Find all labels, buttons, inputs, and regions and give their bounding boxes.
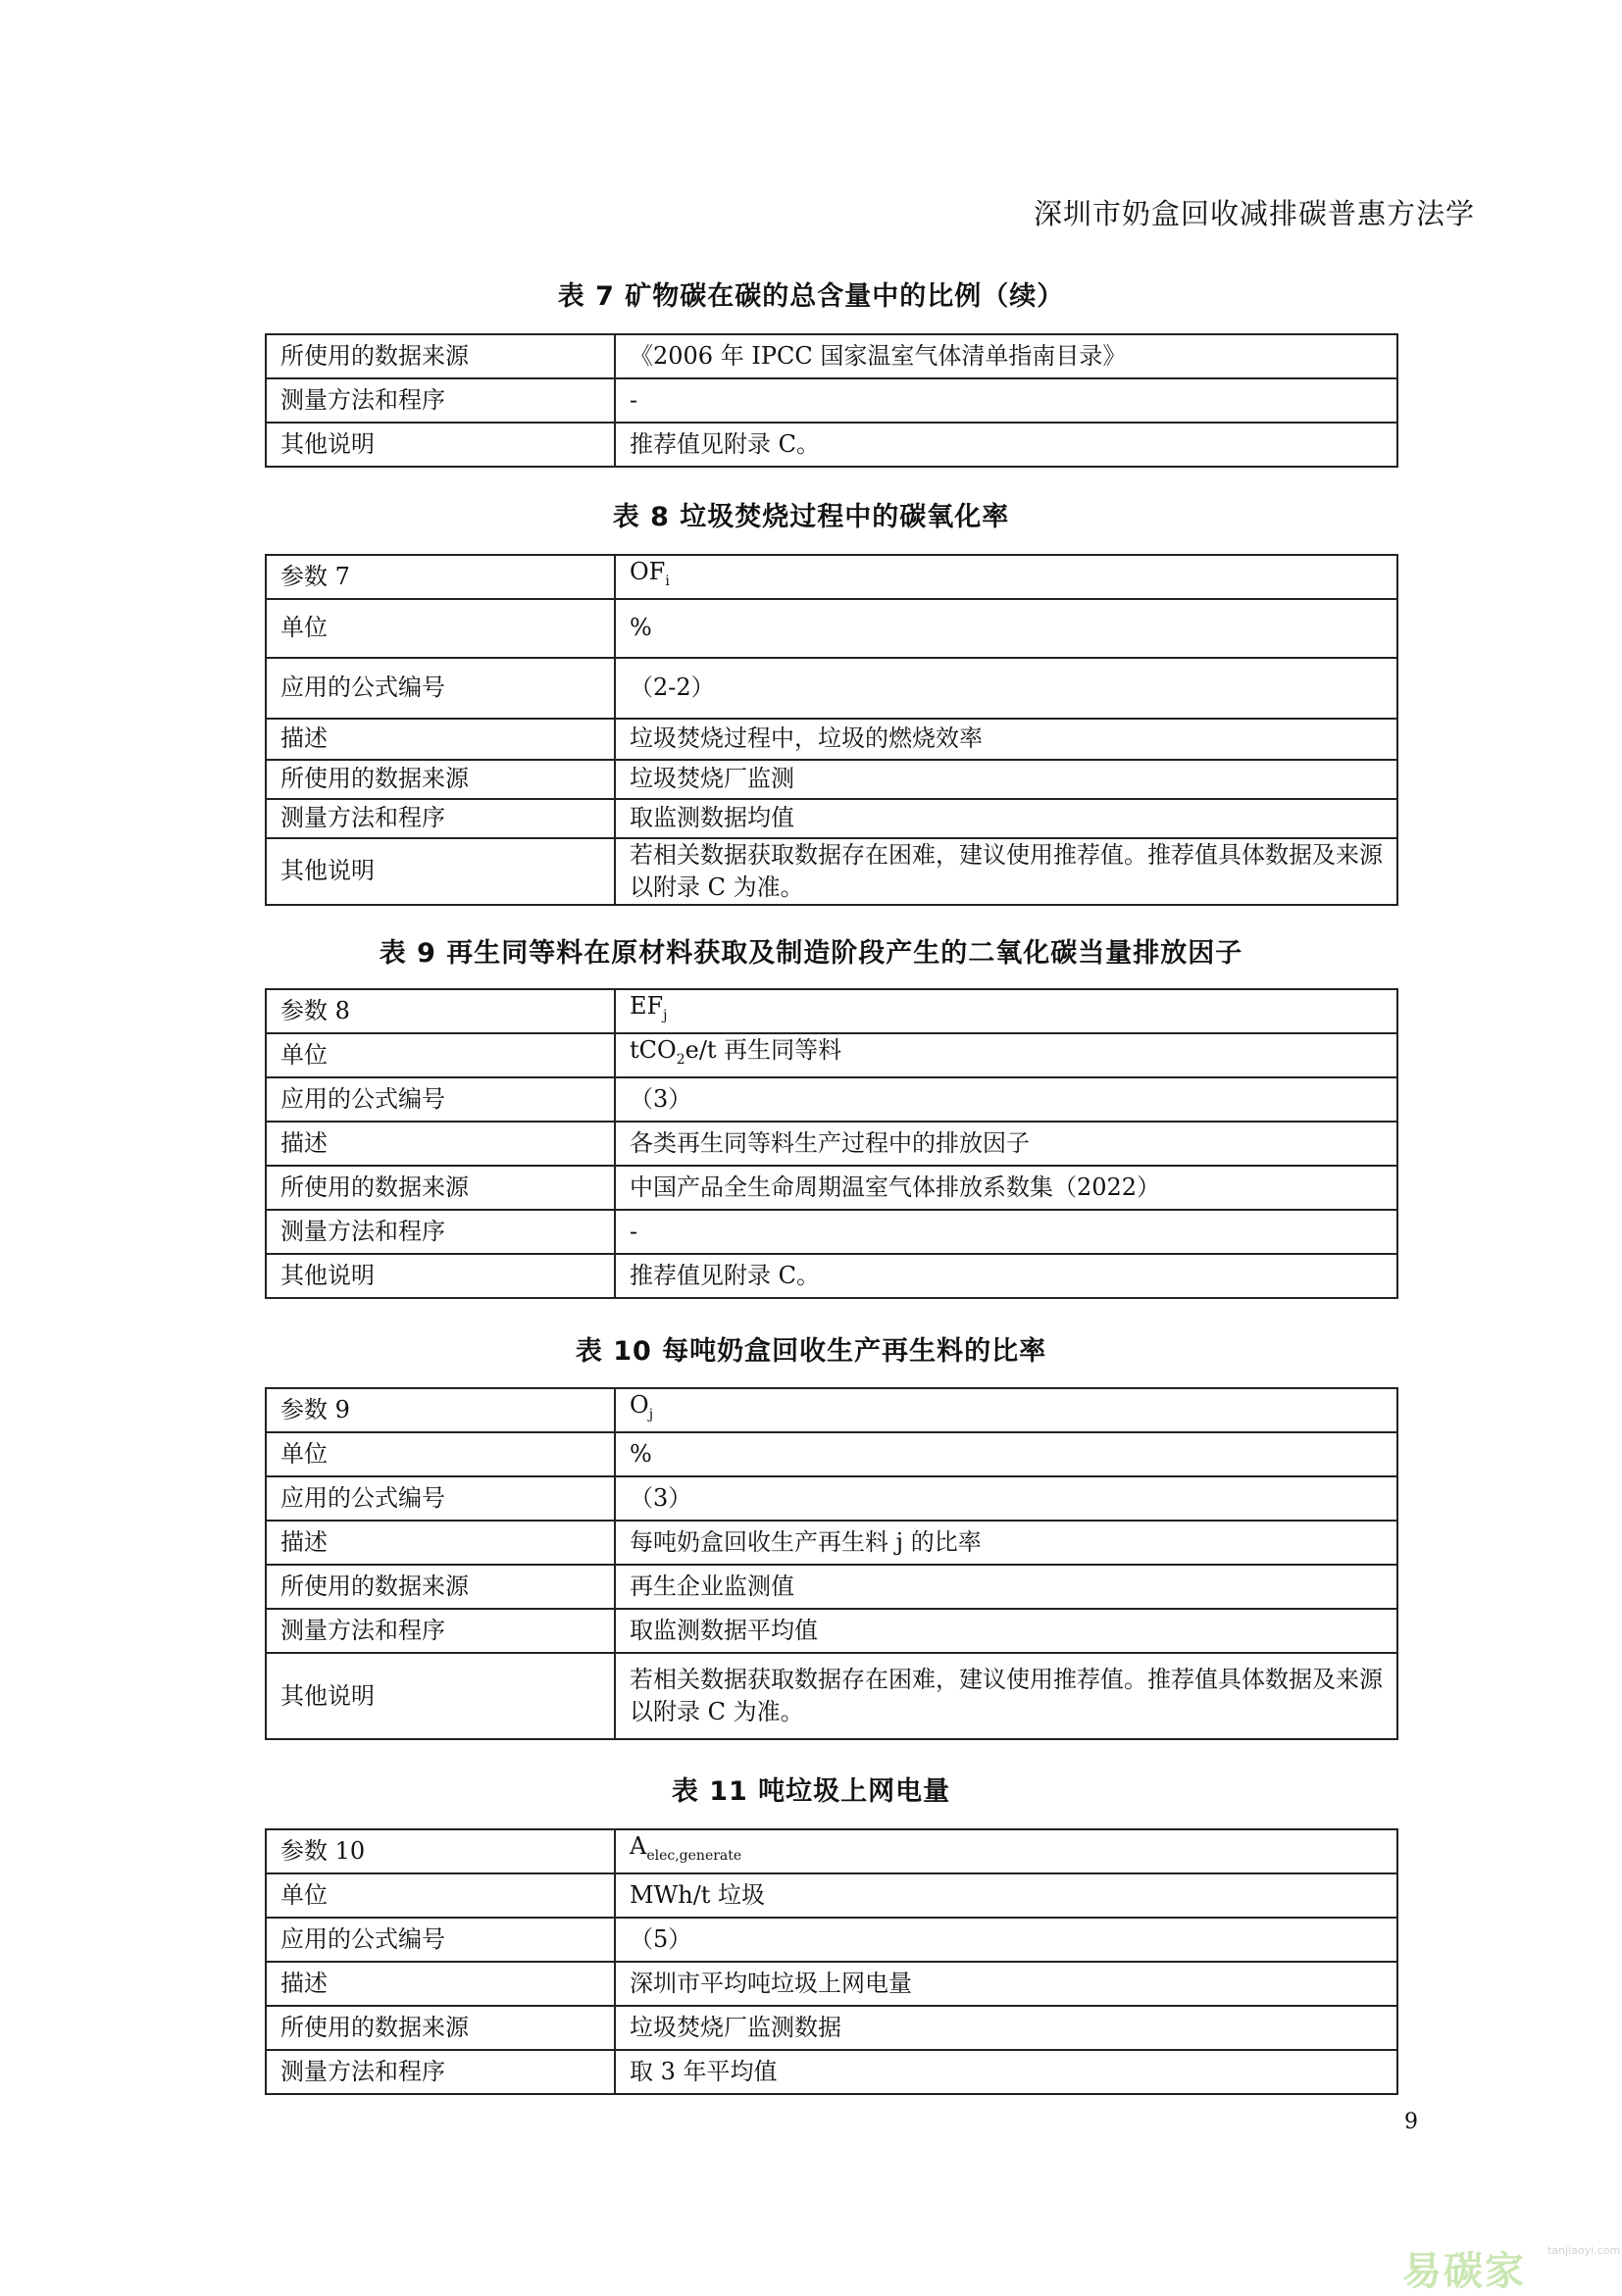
row-value xyxy=(615,989,1397,1033)
row-key: 单位 xyxy=(266,599,615,658)
row-value: 《2006 年 IPCC 国家温室气体清单指南目录》 xyxy=(615,334,1397,378)
table-row xyxy=(266,1122,1397,1166)
row-value: 各类再生同等料生产过程中的排放因子 xyxy=(615,1122,1397,1166)
table-row xyxy=(266,1829,1397,1873)
row-value: （2-2） xyxy=(615,658,1397,719)
table-row xyxy=(266,1476,1397,1521)
subscript: i xyxy=(665,573,670,589)
row-key: 参数 8 xyxy=(266,989,615,1033)
table-row xyxy=(266,1388,1397,1432)
row-key: 应用的公式编号 xyxy=(266,1918,615,1962)
row-key: 其他说明 xyxy=(266,1254,615,1298)
row-value: 深圳市平均吨垃圾上网电量 xyxy=(615,1962,1397,2006)
table-row xyxy=(266,1653,1397,1739)
row-value: 若相关数据获取数据存在困难，建议使用推荐值。推荐值具体数据及来源以附录 C 为准。 xyxy=(615,838,1397,905)
row-value: 每吨奶盒回收生产再生料 j 的比率 xyxy=(615,1521,1397,1565)
row-value: （3） xyxy=(615,1077,1397,1122)
table-row xyxy=(266,555,1397,599)
row-value: 取监测数据均值 xyxy=(615,799,1397,838)
watermark-url: tanjiaoyi.com xyxy=(1547,2244,1621,2257)
row-value: （5） xyxy=(615,1918,1397,1962)
table-row xyxy=(266,1873,1397,1918)
table-row xyxy=(266,1077,1397,1122)
table-7 xyxy=(265,333,1398,468)
row-key: 所使用的数据来源 xyxy=(266,1565,615,1609)
table-8-caption: 表 8 垃圾焚烧过程中的碳氧化率 xyxy=(612,502,1010,532)
row-key: 单位 xyxy=(266,1432,615,1476)
row-key: 测量方法和程序 xyxy=(266,799,615,838)
row-key: 测量方法和程序 xyxy=(266,1609,615,1653)
row-key: 所使用的数据来源 xyxy=(266,1166,615,1210)
symbol: O xyxy=(630,1391,649,1420)
table-row xyxy=(266,1609,1397,1653)
table-10 xyxy=(265,1387,1398,1740)
row-value: 推荐值见附录 C。 xyxy=(615,423,1397,467)
row-value: 垃圾焚烧过程中，垃圾的燃烧效率 xyxy=(615,719,1397,760)
row-value: （3） xyxy=(615,1476,1397,1521)
row-key: 单位 xyxy=(266,1033,615,1077)
table-row xyxy=(266,1033,1397,1077)
row-value: - xyxy=(615,1210,1397,1254)
table-row xyxy=(266,1254,1397,1298)
row-key: 所使用的数据来源 xyxy=(266,760,615,799)
watermark-logo xyxy=(1402,2240,1621,2296)
row-key: 所使用的数据来源 xyxy=(266,2006,615,2050)
row-key: 应用的公式编号 xyxy=(266,658,615,719)
row-key: 测量方法和程序 xyxy=(266,1210,615,1254)
table-11 xyxy=(265,1828,1398,2095)
subscript: 2 xyxy=(676,1051,685,1068)
row-value: MWh/t 垃圾 xyxy=(615,1873,1397,1918)
row-value: 垃圾焚烧厂监测数据 xyxy=(615,2006,1397,2050)
table-row xyxy=(266,760,1397,799)
table-row xyxy=(266,1565,1397,1609)
row-key: 其他说明 xyxy=(266,1653,615,1739)
subscript: j xyxy=(648,1406,654,1423)
table-row xyxy=(266,334,1397,378)
table-row xyxy=(266,378,1397,423)
symbol: A xyxy=(630,1832,647,1861)
row-value: - xyxy=(615,378,1397,423)
symbol: OF xyxy=(630,558,666,585)
row-key: 应用的公式编号 xyxy=(266,1077,615,1122)
table-row xyxy=(266,1432,1397,1476)
row-value: 中国产品全生命周期温室气体排放系数集（2022） xyxy=(615,1166,1397,1210)
table-row xyxy=(266,989,1397,1033)
table-row xyxy=(266,799,1397,838)
row-key: 其他说明 xyxy=(266,423,615,467)
table-row xyxy=(266,423,1397,467)
row-key: 参数 7 xyxy=(266,555,615,599)
row-key: 其他说明 xyxy=(266,838,615,905)
row-value xyxy=(615,555,1397,599)
table-11-caption: 表 11 吨垃圾上网电量 xyxy=(671,1776,951,1807)
row-key: 所使用的数据来源 xyxy=(266,334,615,378)
table-9-caption: 表 9 再生同等料在原材料获取及制造阶段产生的二氧化碳当量排放因子 xyxy=(379,938,1243,969)
table-row xyxy=(266,599,1397,658)
subscript: elec,generate xyxy=(646,1847,742,1864)
table-row xyxy=(266,2050,1397,2094)
unit-base: tCO xyxy=(630,1036,677,1065)
page-number: 9 xyxy=(1404,2110,1418,2134)
table-8 xyxy=(265,554,1398,906)
row-value xyxy=(615,1388,1397,1432)
table-row xyxy=(266,1166,1397,1210)
row-key: 描述 xyxy=(266,1122,615,1166)
table-row xyxy=(266,1962,1397,2006)
row-key: 描述 xyxy=(266,1521,615,1565)
row-value: 若相关数据获取数据存在困难，建议使用推荐值。推荐值具体数据及来源以附录 C 为准。 xyxy=(615,1653,1397,1739)
row-value: 再生企业监测值 xyxy=(615,1565,1397,1609)
row-value: % xyxy=(615,1432,1397,1476)
table-row xyxy=(266,2006,1397,2050)
table-10-caption: 表 10 每吨奶盒回收生产再生料的比率 xyxy=(575,1336,1047,1367)
subscript: j xyxy=(663,1007,668,1023)
row-key: 测量方法和程序 xyxy=(266,2050,615,2094)
running-header: 深圳市奶盒回收减排碳普惠方法学 xyxy=(1033,197,1475,230)
table-row xyxy=(266,1210,1397,1254)
row-value: % xyxy=(615,599,1397,658)
row-value xyxy=(615,1829,1397,1873)
table-row xyxy=(266,838,1397,905)
table-7-caption: 表 7 矿物碳在碳的总含量中的比例（续） xyxy=(557,281,1065,312)
table-row xyxy=(266,1521,1397,1565)
row-key: 参数 9 xyxy=(266,1388,615,1432)
watermark-text: 易碳家 xyxy=(1402,2249,1526,2294)
row-value: 垃圾焚烧厂监测 xyxy=(615,760,1397,799)
row-value: 推荐值见附录 C。 xyxy=(615,1254,1397,1298)
row-key: 描述 xyxy=(266,1962,615,2006)
table-row xyxy=(266,658,1397,719)
row-key: 参数 10 xyxy=(266,1829,615,1873)
row-key: 描述 xyxy=(266,719,615,760)
row-key: 应用的公式编号 xyxy=(266,1476,615,1521)
symbol: EF xyxy=(630,992,664,1021)
table-row xyxy=(266,1918,1397,1962)
table-row xyxy=(266,719,1397,760)
table-9 xyxy=(265,988,1398,1299)
row-value: 取 3 年平均值 xyxy=(615,2050,1397,2094)
row-value: 取监测数据平均值 xyxy=(615,1609,1397,1653)
unit-rest: e/t 再生同等料 xyxy=(684,1036,842,1065)
row-value xyxy=(615,1033,1397,1077)
row-key: 测量方法和程序 xyxy=(266,378,615,423)
row-key: 单位 xyxy=(266,1873,615,1918)
